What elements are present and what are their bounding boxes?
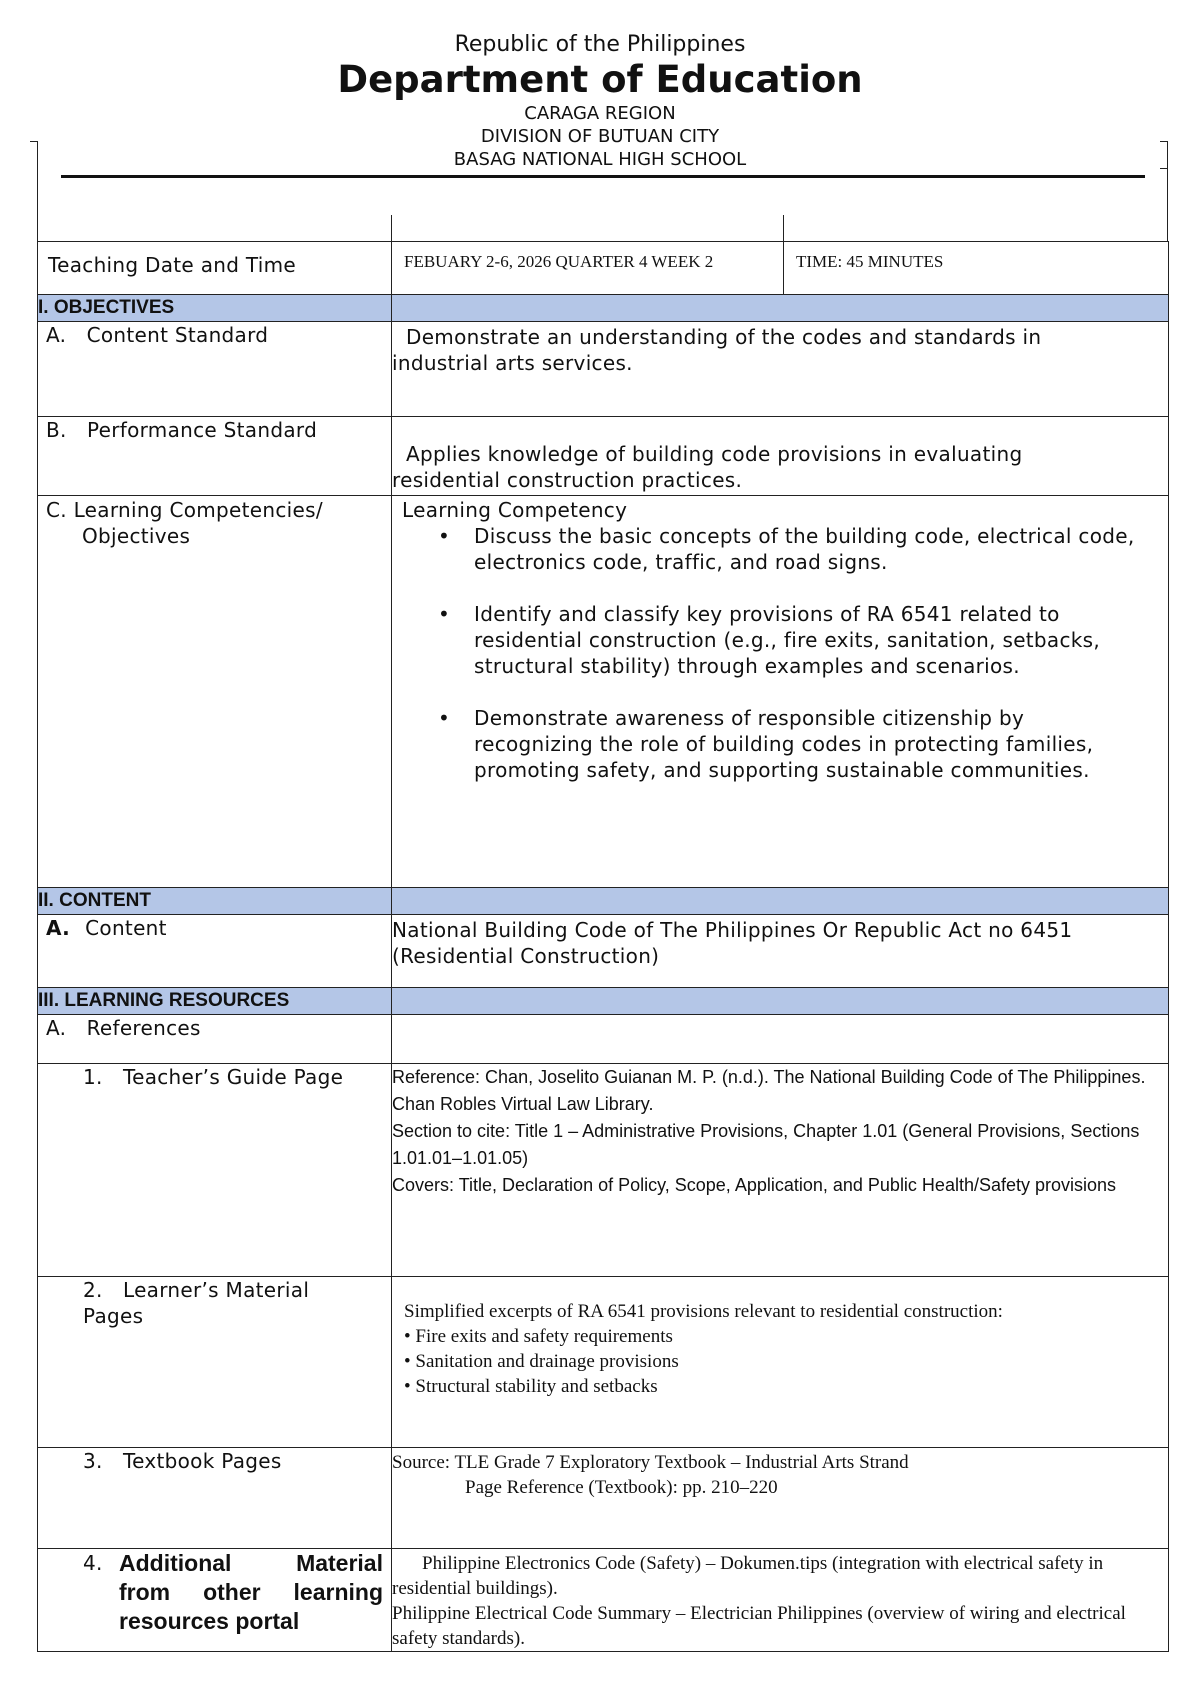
content-standard-cell	[392, 322, 1169, 417]
content-row	[38, 915, 1169, 988]
department-heading: Department of Education	[337, 58, 863, 101]
learners-material-row	[38, 1277, 1169, 1448]
textbook-row	[38, 1448, 1169, 1549]
region-heading: CARAGA REGION	[524, 103, 676, 124]
textbook-label-cell	[38, 1448, 392, 1549]
references-value-cell	[392, 1015, 1169, 1064]
frame-corner-mark	[30, 141, 38, 142]
teachers-guide-covers: Covers: Title, Declaration of Policy, Scope, Application, and Public Health/Safety provisions	[392, 1175, 1117, 1195]
learners-material-label-cont: Pages	[83, 1304, 144, 1328]
section-band	[392, 888, 1169, 915]
learners-material-cell	[392, 1277, 1169, 1448]
resources-heading: III. LEARNING RESOURCES	[38, 988, 392, 1015]
teaching-date-label: Teaching Date and Time	[48, 253, 297, 277]
teaching-time-cell	[784, 242, 1169, 295]
competency-list	[402, 523, 1148, 783]
learners-material-item: • Fire exits and safety requirements	[404, 1326, 673, 1347]
learners-material-intro: Simplified excerpts of RA 6541 provisions relevant to residential construction:	[404, 1301, 1003, 1322]
frame-corner-mark	[1160, 168, 1168, 169]
additional-material-label-cont: from other learning	[119, 1579, 383, 1605]
content-standard-row	[38, 322, 1169, 417]
additional-material-label-cell	[38, 1549, 392, 1652]
teachers-guide-row	[38, 1064, 1169, 1277]
division-heading: DIVISION OF BUTUAN CITY	[480, 126, 720, 147]
content-section-row	[38, 888, 1169, 915]
teachers-guide-section: Section to cite: Title 1 – Administrative Provisions, Chapter 1.01 (General Provisions, Sections 1.01.01–1.01.05)	[392, 1121, 1140, 1168]
teaching-time-value: TIME: 45 MINUTES	[796, 252, 944, 271]
teaching-date-label-cell	[38, 242, 392, 295]
performance-standard-cell	[392, 417, 1169, 496]
content-label-cell	[38, 915, 392, 988]
teaching-date-value: FEBUARY 2-6, 2026 QUARTER 4 WEEK 2	[404, 252, 714, 271]
objectives-section-row	[38, 295, 1169, 322]
performance-standard-text: Applies knowledge of building code provisions in evaluating residential construction practices.	[392, 442, 1023, 492]
competencies-row	[38, 496, 1169, 888]
list-item: • Identify and classify key provisions of RA 6541 related to residential construction (e.g., fire exits, sanitation, setbacks, structural stability) through examples and scenarios.	[474, 601, 1148, 679]
lesson-plan-table	[37, 215, 1169, 1652]
additional-material-number: 4.	[83, 1551, 103, 1575]
content-standard-text: Demonstrate an understanding of the codes and standards in industrial arts services.	[392, 325, 1042, 375]
additional-material-row	[38, 1549, 1169, 1652]
performance-standard-label: B. Performance Standard	[46, 418, 318, 442]
content-value: National Building Code of The Philippines Or Republic Act no 6451 (Residential Construction)	[392, 918, 1073, 968]
competencies-label-cont: Objectives	[82, 524, 191, 548]
competency-title: Learning Competency	[402, 498, 628, 522]
frame-corner-mark	[1160, 141, 1168, 142]
references-row	[38, 1015, 1169, 1064]
teachers-guide-label-cell	[38, 1064, 392, 1277]
section-band	[392, 988, 1169, 1015]
spacer-cell	[784, 215, 1169, 242]
content-value-cell	[392, 915, 1169, 988]
additional-material-label: Additional Material	[119, 1550, 383, 1576]
references-label: A. References	[46, 1016, 201, 1040]
competencies-cell	[392, 496, 1169, 888]
additional-material-item: Philippine Electronics Code (Safety) – Dokumen.tips (integration with electrical safety in residential buildings).	[392, 1553, 1104, 1599]
teachers-guide-cell	[392, 1064, 1169, 1277]
republic-heading: Republic of the Philippines	[454, 32, 746, 57]
additional-material-label-cont: resources portal	[119, 1608, 300, 1634]
section-band	[392, 295, 1169, 322]
learners-material-item: • Structural stability and setbacks	[404, 1376, 658, 1397]
teachers-guide-label: 1. Teacher’s Guide Page	[83, 1065, 344, 1089]
spacer-cell	[38, 215, 392, 242]
school-heading: BASAG NATIONAL HIGH SCHOOL	[453, 149, 747, 170]
header-rule	[61, 175, 1145, 178]
list-item: • Demonstrate awareness of responsible citizenship by recognizing the role of building codes in protecting families, promoting safety, and supporting sustainable communities.	[474, 705, 1148, 783]
teaching-date-row	[38, 242, 1169, 295]
content-label: Content	[85, 916, 167, 940]
learners-material-label: 2. Learner’s Material	[83, 1278, 310, 1302]
list-item: • Discuss the basic concepts of the building code, electrical code, electronics code, traffic, and road signs.	[474, 523, 1148, 575]
table-spacer-row	[38, 215, 1169, 242]
content-standard-label-cell	[38, 322, 392, 417]
additional-material-item: Philippine Electrical Code Summary – Electrician Philippines (overview of wiring and electrical safety standards).	[392, 1603, 1126, 1649]
references-label-cell	[38, 1015, 392, 1064]
additional-material-cell	[392, 1549, 1169, 1652]
spacer-cell	[392, 215, 784, 242]
content-standard-label: A. Content Standard	[46, 323, 269, 347]
objectives-heading: I. OBJECTIVES	[38, 295, 392, 322]
content-heading: II. CONTENT	[38, 888, 392, 915]
teachers-guide-reference: Reference: Chan, Joselito Guianan M. P. (n.d.). The National Building Code of The Philippines. Chan Robles Virtual Law Library.	[392, 1067, 1146, 1114]
competencies-label-cell	[38, 496, 392, 888]
performance-standard-label-cell	[38, 417, 392, 496]
textbook-label: 3. Textbook Pages	[83, 1449, 282, 1473]
resources-section-row	[38, 988, 1169, 1015]
learners-material-item: • Sanitation and drainage provisions	[404, 1351, 679, 1372]
content-label-letter: A.	[46, 916, 71, 940]
performance-standard-row	[38, 417, 1169, 496]
teaching-date-cell	[392, 242, 784, 295]
learners-material-label-cell	[38, 1277, 392, 1448]
textbook-page-reference: Page Reference (Textbook): pp. 210–220	[465, 1477, 778, 1498]
textbook-cell	[392, 1448, 1169, 1549]
competencies-label: C. Learning Competencies/	[46, 498, 323, 522]
textbook-source: Source: TLE Grade 7 Exploratory Textbook – Industrial Arts Strand	[392, 1452, 909, 1473]
